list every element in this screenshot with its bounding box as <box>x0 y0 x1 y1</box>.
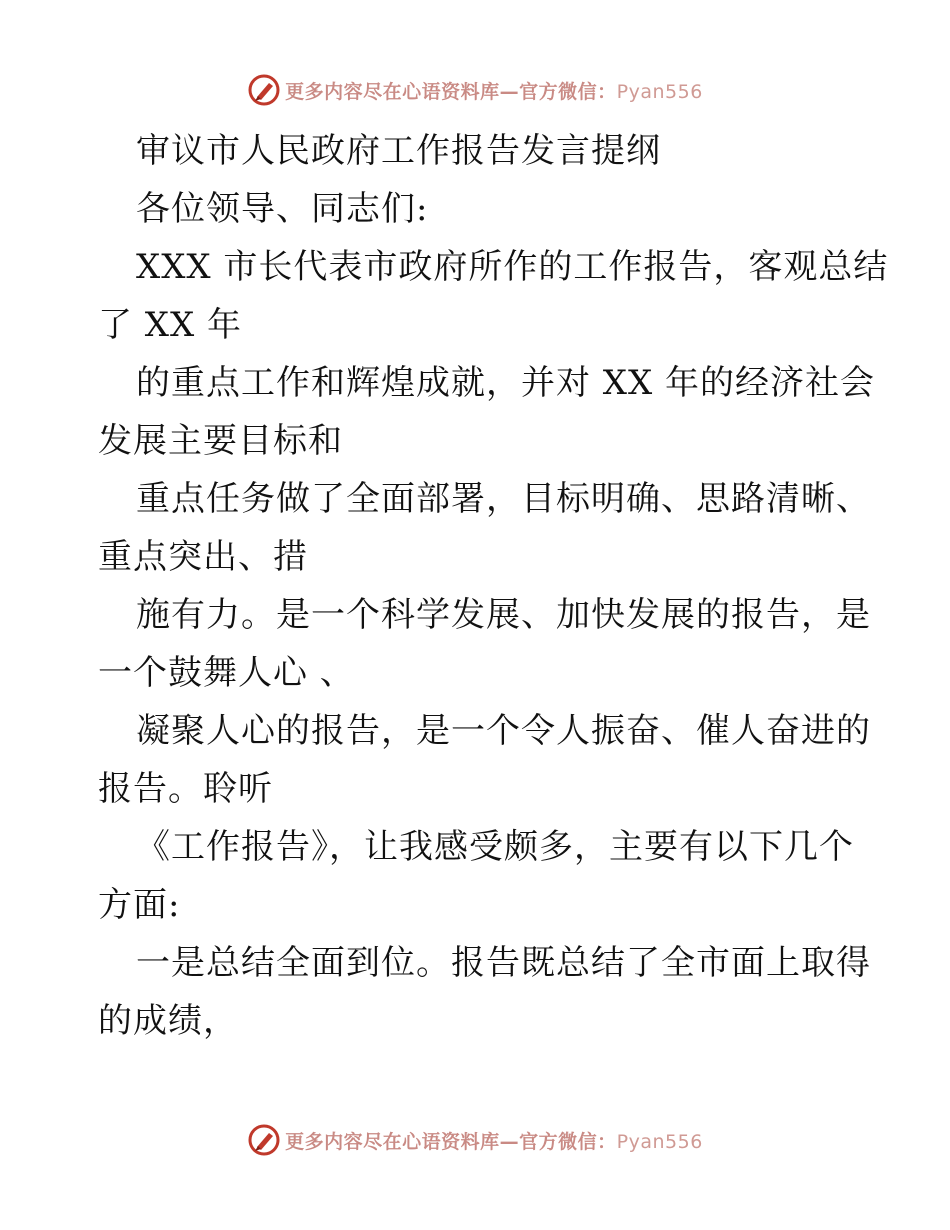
doc-line: 重点任务做了全面部署，目标明确、思路清晰、 <box>136 479 871 519</box>
header-banner <box>0 70 950 110</box>
doc-line: 的重点工作和辉煌成就，并对 XX 年的经济社会 <box>136 363 876 403</box>
doc-salutation: 各位领导、同志们: <box>136 189 429 229</box>
doc-line: XXX 市长代表市政府所作的工作报告，客观总结 <box>136 247 889 287</box>
doc-line: 《工作报告》，让我感受颇多，主要有以下几个 <box>136 827 854 867</box>
banner-text: 更多内容尽在心语资料库—官方微信： <box>285 80 617 103</box>
doc-line: 发展主要目标和 <box>98 421 343 461</box>
doc-line: 了 XX 年 <box>98 305 243 345</box>
banner-wechat-id: Pyan556 <box>616 1130 703 1153</box>
doc-line: 一是总结全面到位。报告既总结了全市面上取得 <box>136 943 871 983</box>
pen-logo-icon <box>247 1123 281 1157</box>
banner-label <box>285 77 703 104</box>
doc-line: 报告。聆听 <box>98 769 273 809</box>
banner-wechat-id: Pyan556 <box>616 80 703 103</box>
banner-label <box>285 1127 703 1154</box>
doc-line: 一个鼓舞人心 、 <box>98 653 355 693</box>
doc-line: 的成绩， <box>98 1001 238 1041</box>
document-body <box>98 122 889 1050</box>
doc-line: 重点突出、措 <box>98 537 308 577</box>
doc-line: 方面: <box>98 885 181 925</box>
doc-line: 凝聚人心的报告，是一个令人振奋、催人奋进的 <box>136 711 871 751</box>
doc-title: 审议市人民政府工作报告发言提纲 <box>136 131 661 171</box>
pen-logo-icon <box>247 73 281 107</box>
doc-line: 施有力。是一个科学发展、加快发展的报告，是 <box>136 595 871 635</box>
banner-text: 更多内容尽在心语资料库—官方微信： <box>285 1130 617 1153</box>
footer-banner <box>0 1120 950 1160</box>
